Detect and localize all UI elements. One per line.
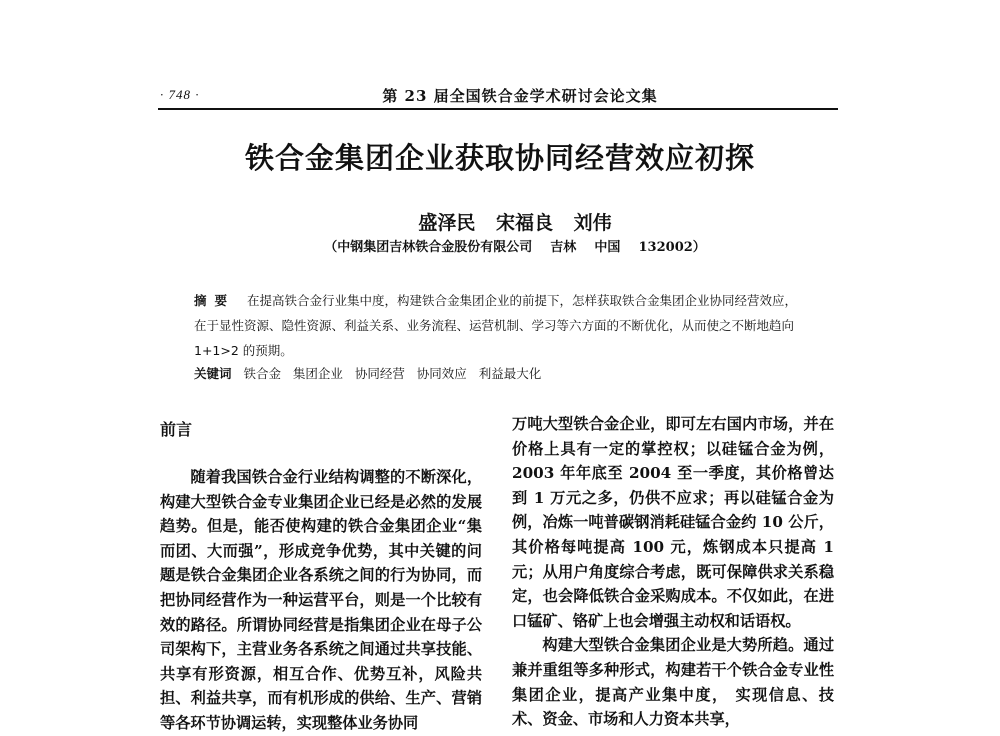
- right-column: [512, 412, 834, 732]
- paper-affiliation: （中钢集团吉林铁合金股份有限公司 吉林 中国 132002）: [324, 240, 706, 255]
- keywords: [194, 364, 541, 382]
- abstract-label: 摘要: [194, 293, 236, 308]
- header-rule: [158, 108, 838, 110]
- page-number: · 748 ·: [160, 87, 200, 102]
- abstract-text: 在提高铁合金行业集中度，构建铁合金集团企业的前提下，怎样获取铁合金集团企业协同经营效应，在于显性资源、隐性资源、利益关系、业务流程、运营机制、学习等六方面的不断优化，从而使之不断地趋向 1+1>2 的预期。: [194, 293, 798, 358]
- keywords-list: 铁合金 集团企业 协同经营 协同效应 利益最大化: [243, 366, 542, 381]
- right-paragraph-2: 构建大型铁合金集团企业是大势所趋。通过兼并重组等多种形式，构建若干个铁合金专业性集团企业，提高产业集中度， 实现信息、技术、资金、市场和人力资本共享，: [512, 636, 834, 729]
- section-heading-preface: 前言: [160, 420, 193, 439]
- left-paragraph: 随着我国铁合金行业结构调整的不断深化，构建大型铁合金专业集团企业已经是必然的发展趋势。但是，能否使构建的铁合金集团企业“集而团、大而强”，形成竞争优势，其中关键的问题是铁合金集团企业各系统之间的行为协同，而把协同经营作为一种运营平台，则是一个比较有效的路径。所谓协同经营是指集团企业在母子公司架构下，主营业务各系统之间通过共享技能、共享有形资源，相互合作、优势互补，风险共担、利益共享，而有机形成的供给、生产、营销等各环节协调运转，实现整体业务协同: [160, 468, 482, 732]
- left-column: [160, 465, 482, 736]
- running-title: 第 23 届全国铁合金学术研讨会论文集: [382, 87, 658, 105]
- paper-title: 铁合金集团企业获取协同经营效应初探: [244, 141, 755, 175]
- paper-authors: 盛泽民 宋福良 刘伟: [418, 212, 612, 234]
- right-paragraph-1: 万吨大型铁合金企业，即可左右国内市场，并在价格上具有一定的掌控权；以硅锰合金为例，2003 年年底至 2004 至一季度，其价格曾达到 1 万元之多，仍供不应求；再以硅锰合金为例，冶炼一吨普碳钢消耗硅锰合金约 10 公斤，其价格每吨提高 100 元，炼钢成本只提高 1 元；从用户角度综合考虑，既可保障供求关系稳定，也会降低铁合金采购成本。不仅如此，在进口锰矿、铬矿上也会增强主动权和话语权。: [512, 415, 834, 630]
- abstract: [194, 288, 806, 363]
- keywords-label: 关键词: [194, 366, 232, 381]
